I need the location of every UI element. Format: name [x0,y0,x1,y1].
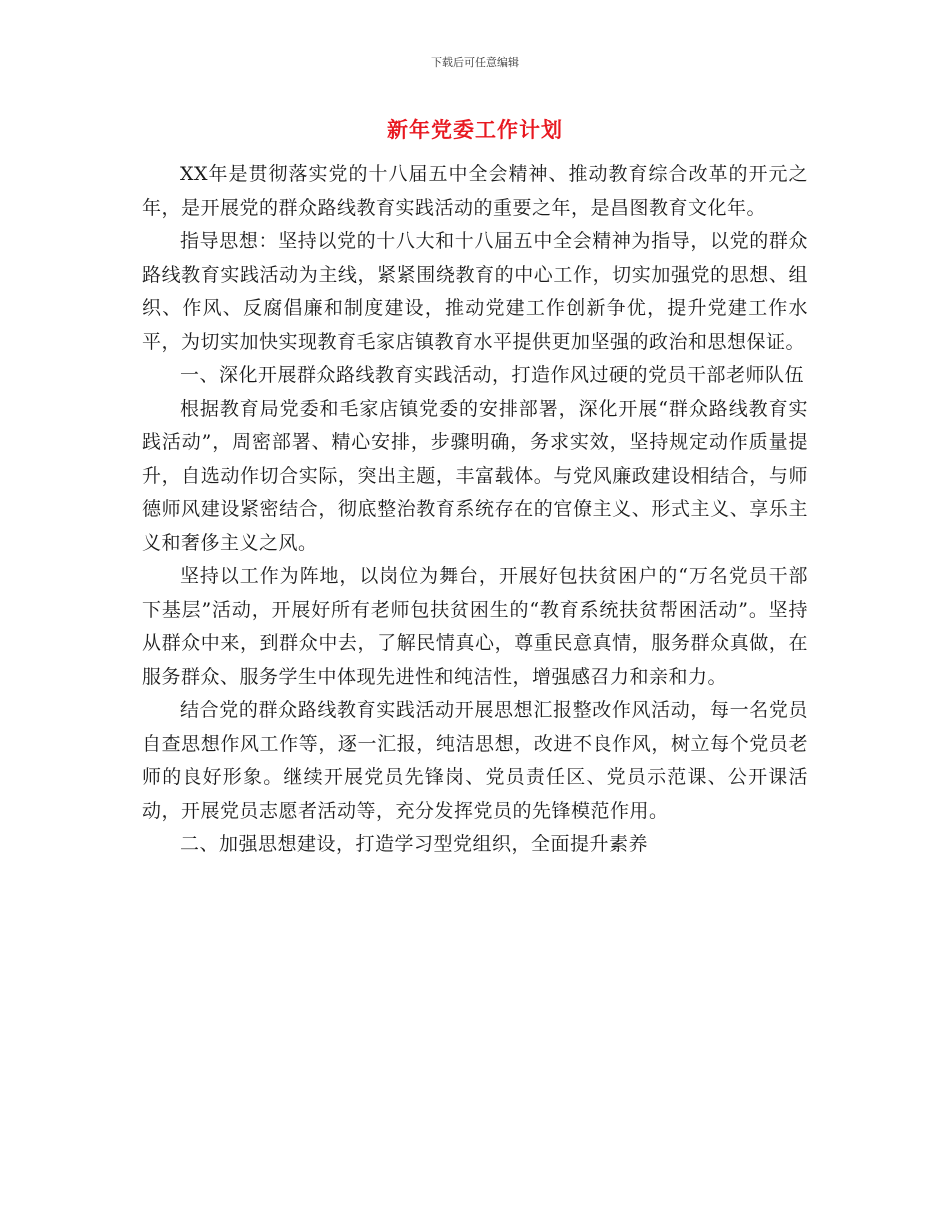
paragraph-guiding-thought: 指导思想：坚持以党的十八大和十八届五中全会精神为指导，以党的群众路线教育实践活动为主线，紧紧围绕教育的中心工作，切实加强党的思想、组织、作风、反腐倡廉和制度建设，推动党建工作创新争优，提升党建工作水平，为切实加快实现教育毛家店镇教育水平提供更加坚强的政治和思想保证。 [142,230,808,353]
header-note: 下载后可任意编辑 [431,56,519,69]
section-heading-2: 二、加强思想建设，打造学习型党组织，全面提升素养 [180,833,649,855]
document-body [142,158,808,862]
paragraph-section-1-a: 根据教育局党委和毛家店镇党委的安排部署，深化开展“群众路线教育实践活动”，周密部署、精心安排，步骤明确，务求实效，坚持规定动作质量提升，自选动作切合实际，突出主题，丰富载体。与党风廉政建设相结合，与师德师风建设紧密结合，彻底整治教育系统存在的官僚主义、形式主义、享乐主义和奢侈主义之风。 [142,397,808,554]
section-heading-1: 一、深化开展群众路线教育实践活动，打造作风过硬的党员干部老师队伍 [180,364,805,386]
paragraph-intro: XX年是贯彻落实党的十八届五中全会精神、推动教育综合改革的开元之年，是开展党的群众路线教育实践活动的重要之年，是昌图教育文化年。 [142,163,808,219]
paragraph-section-1-b: 坚持以工作为阵地，以岗位为舞台，开展好包扶贫困户的“万名党员干部下基层”活动，开展好所有老师包扶贫困生的“教育系统扶贫帮困活动”。坚持从群众中来，到群众中去，了解民情真心，尊重民意真情，服务群众真做，在服务群众、服务学生中体现先进性和纯洁性，增强感召力和亲和力。 [142,565,808,688]
paragraph-section-1-c: 结合党的群众路线教育实践活动开展思想汇报整改作风活动，每一名党员自查思想作风工作等，逐一汇报，纯洁思想，改进不良作风，树立每个党员老师的良好形象。继续开展党员先锋岗、党员责任区、党员示范课、公开课活动，开展党员志愿者活动等，充分发挥党员的先锋模范作用。 [142,699,808,822]
document-title: 新年党委工作计划 [387,118,563,142]
